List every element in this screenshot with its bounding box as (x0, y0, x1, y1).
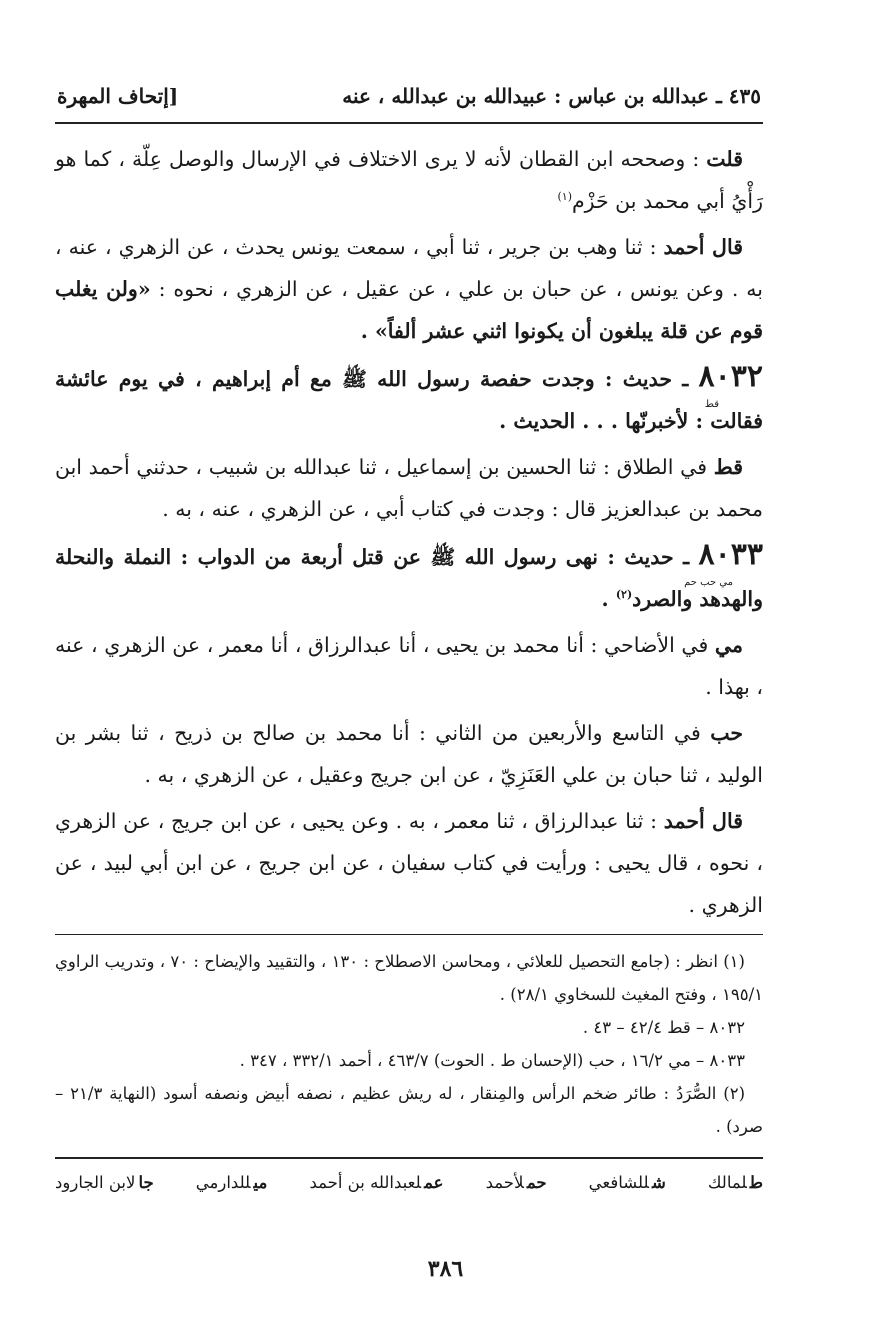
paragraph (55, 800, 763, 926)
page-number: ٣٨٦ (427, 1256, 464, 1282)
source-siglum: قط (704, 399, 719, 410)
abbreviation-legend (55, 1157, 763, 1192)
paragraph (55, 138, 763, 222)
legend-abbr: عم (424, 1173, 444, 1192)
paragraph-text: في الطلاق : ثنا الحسين بن إسماعيل ، ثنا عبدالله بن شبيب ، حدثني أحمد ابن محمد بن عبدالعزيز قال : وجدت في كتاب أبي ، عن الزهري ، عنه ، به . (55, 455, 763, 521)
paragraph (55, 624, 763, 708)
hadith-quote: «ولن يغلب قوم عن قلة يبلغون أن يكونوا اثني عشر ألفاً» . (55, 277, 763, 343)
footnote: ٨٠٣٢ – قط ٤٢/٤ – ٤٣ . (582, 1018, 745, 1037)
legend-item (55, 1173, 154, 1192)
legend-name: لمالك (707, 1173, 747, 1192)
footnote-marker: (١) (557, 190, 572, 204)
paragraph (55, 446, 763, 530)
paragraph-text: في الأضاحي : أنا محمد بن يحيى ، أنا عبدالرزاق ، أنا معمر ، عن الزهري ، عنه ، بهذا . (55, 633, 763, 699)
paragraph-lead: قط (713, 455, 743, 479)
hadith-entry-text (55, 356, 763, 442)
paragraph-lead: قلت (706, 147, 743, 171)
source-siglum: مي حب حم (684, 577, 733, 588)
legend-name: لابن الجارود (55, 1173, 136, 1192)
hadith-entry (55, 356, 763, 442)
hadith-number: ٨٠٣٢ (698, 359, 763, 394)
footnote: (١) انظر : (جامع التحصيل للعلائي ، ومحاسن الاصطلاح : ١٣٠ ، والتقييد والإيضاح : ٧٠ ، وتدريب الراوي ١٩٥/١ ، وفتح المغيث للسخاوي ٢٨/١) . (55, 952, 763, 1004)
legend-abbr: ط (749, 1173, 763, 1192)
legend-name: للشافعي (588, 1173, 649, 1192)
paragraph-text: : وصححه ابن القطان لأنه لا يرى الاختلاف في الإرسال والوصل عِلّة ، كما هو رَأْيُ أبي محمد بن حَزْم (55, 147, 763, 213)
footnote: (٢) الصُّرَدُ : طائر ضخم الرأس والمِنقار ، له ريش عظيم ، نصفه أبيض ونصفه أسود (النهاية ٢١/٣ – صرد) . (55, 1084, 763, 1136)
paragraph-lead: قال أحمد (663, 235, 743, 259)
hadith-text: ـ حديث : نهى رسول الله ﷺ عن قتل أربعة من الدواب : النملة والنحلة والهدهد والصرد (55, 545, 763, 611)
legend-item (486, 1173, 547, 1192)
main-text (55, 124, 763, 926)
paragraph-lead: مي (714, 633, 743, 657)
legend-abbr: ش (651, 1173, 666, 1192)
paragraph-lead: قال أحمد (663, 809, 743, 833)
legend-abbr: حم (526, 1173, 547, 1192)
paragraph-lead: حب (710, 721, 743, 745)
hadith-entry-text: ٨٠٣٣ ـ حديث : نهى رسول الله ﷺ عن قتل أربعة من الدواب : النملة والنحلة والهدهد والصرد$^{(٢)}$ . (55, 537, 763, 611)
hadith-entry (55, 534, 763, 620)
paragraph-text: : ثنا وهب بن جرير ، ثنا أبي ، سمعت يونس يحدث ، عن الزهري ، عنه ، به . وعن يونس ، عن حبان بن علي ، عن عقيل ، عن الزهري ، نحوه : (55, 235, 764, 301)
legend-name: لأحمد (485, 1173, 524, 1192)
legend-name: للدارمي (195, 1173, 251, 1192)
footnote-marker: (٢) (615, 588, 633, 602)
header-book-name: [إتحاف المهرة (57, 84, 179, 108)
legend-abbr: مي (253, 1173, 268, 1192)
footnote: ٨٠٣٣ – مي ١٦/٢ ، حب (الإحسان ط . الحوت) ٤٦٣/٧ ، أحمد ٣٣٢/١ ، ٣٤٧ . (239, 1051, 745, 1070)
hadith-number: ٨٠٣٣ (698, 537, 763, 572)
legend-item (196, 1173, 268, 1192)
footnotes (55, 934, 763, 1143)
hadith-text: ـ حديث : وجدت حفصة رسول الله ﷺ مع أم إبراهيم ، في يوم عائشة فقالت : لأخبرنّها . . . الحديث . (55, 367, 763, 433)
legend-item (589, 1173, 666, 1192)
legend-item (708, 1173, 763, 1192)
paragraph (55, 712, 763, 796)
legend-item (309, 1173, 443, 1192)
paragraph-text: : ثنا عبدالرزاق ، ثنا معمر ، به . وعن يحيى ، عن ابن جريج ، عن الزهري ، نحوه ، قال يحيى : ورأيت في كتاب سفيان ، عن ابن جريج ، عن ابن أبي لبيد ، عن الزهري . (55, 809, 763, 917)
running-header (55, 70, 763, 124)
legend-abbr: جا (138, 1173, 154, 1192)
paragraph (55, 226, 763, 352)
legend-name: لعبدالله بن أحمد (309, 1173, 422, 1192)
header-title: ٤٣٥ ـ عبدالله بن عباس : عبيدالله بن عبدالله ، عنه (342, 84, 761, 108)
book-page (55, 70, 763, 1192)
paragraph-text: في التاسع والأربعين من الثاني : أنا محمد بن صالح بن ذريح ، ثنا بشر بن الوليد ، ثنا حبان بن علي العَنَزِيّ ، عن ابن جريج وعقيل ، عن الزهري ، به . (55, 721, 763, 787)
